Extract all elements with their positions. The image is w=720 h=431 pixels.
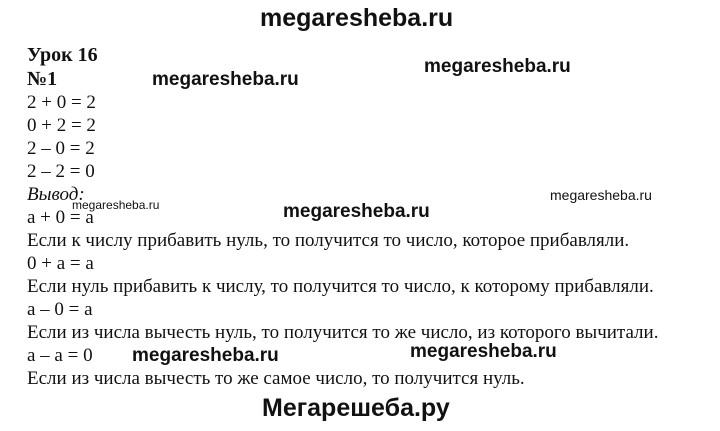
equation-4: 2 – 2 = 0 [27,161,95,182]
footer-watermark: Мегарешеба.ру [262,394,450,422]
rule-2-text: Если нуль прибавить к числу, то получится то число, к которому прибавляли. [27,276,654,297]
header-watermark: megaresheba.ru [260,4,454,32]
rule-4-formula: a – a = 0 [27,345,93,366]
watermark-3: megaresheba.ru [550,187,652,203]
watermark-1: megaresheba.ru [152,69,299,90]
watermark-2: megaresheba.ru [424,56,571,77]
watermark-6: megaresheba.ru [132,345,279,366]
rule-1-text: Если к числу прибавить нуль, то получится то число, которое прибавляли. [27,230,630,251]
watermark-5: megaresheba.ru [283,201,430,222]
rule-3-text: Если из числа вычесть нуль, то получится то же число, из которого вычитали. [27,322,659,343]
conclusion-label: Вывод: [27,184,85,205]
equation-1: 2 + 0 = 2 [27,92,96,113]
exercise-number: №1 [27,68,58,90]
rule-2-formula: 0 + a = a [27,253,94,274]
rule-4-text: Если из числа вычесть то же самое число, то получится нуль. [27,368,525,389]
watermark-7: megaresheba.ru [410,341,557,362]
equation-2: 0 + 2 = 2 [27,115,96,136]
equation-3: 2 – 0 = 2 [27,138,95,159]
rule-1-formula: a + 0 = a [27,207,94,228]
watermark-4: megaresheba.ru [72,198,160,212]
rule-3-formula: a – 0 = a [27,299,93,320]
lesson-title: Урок 16 [27,44,98,66]
